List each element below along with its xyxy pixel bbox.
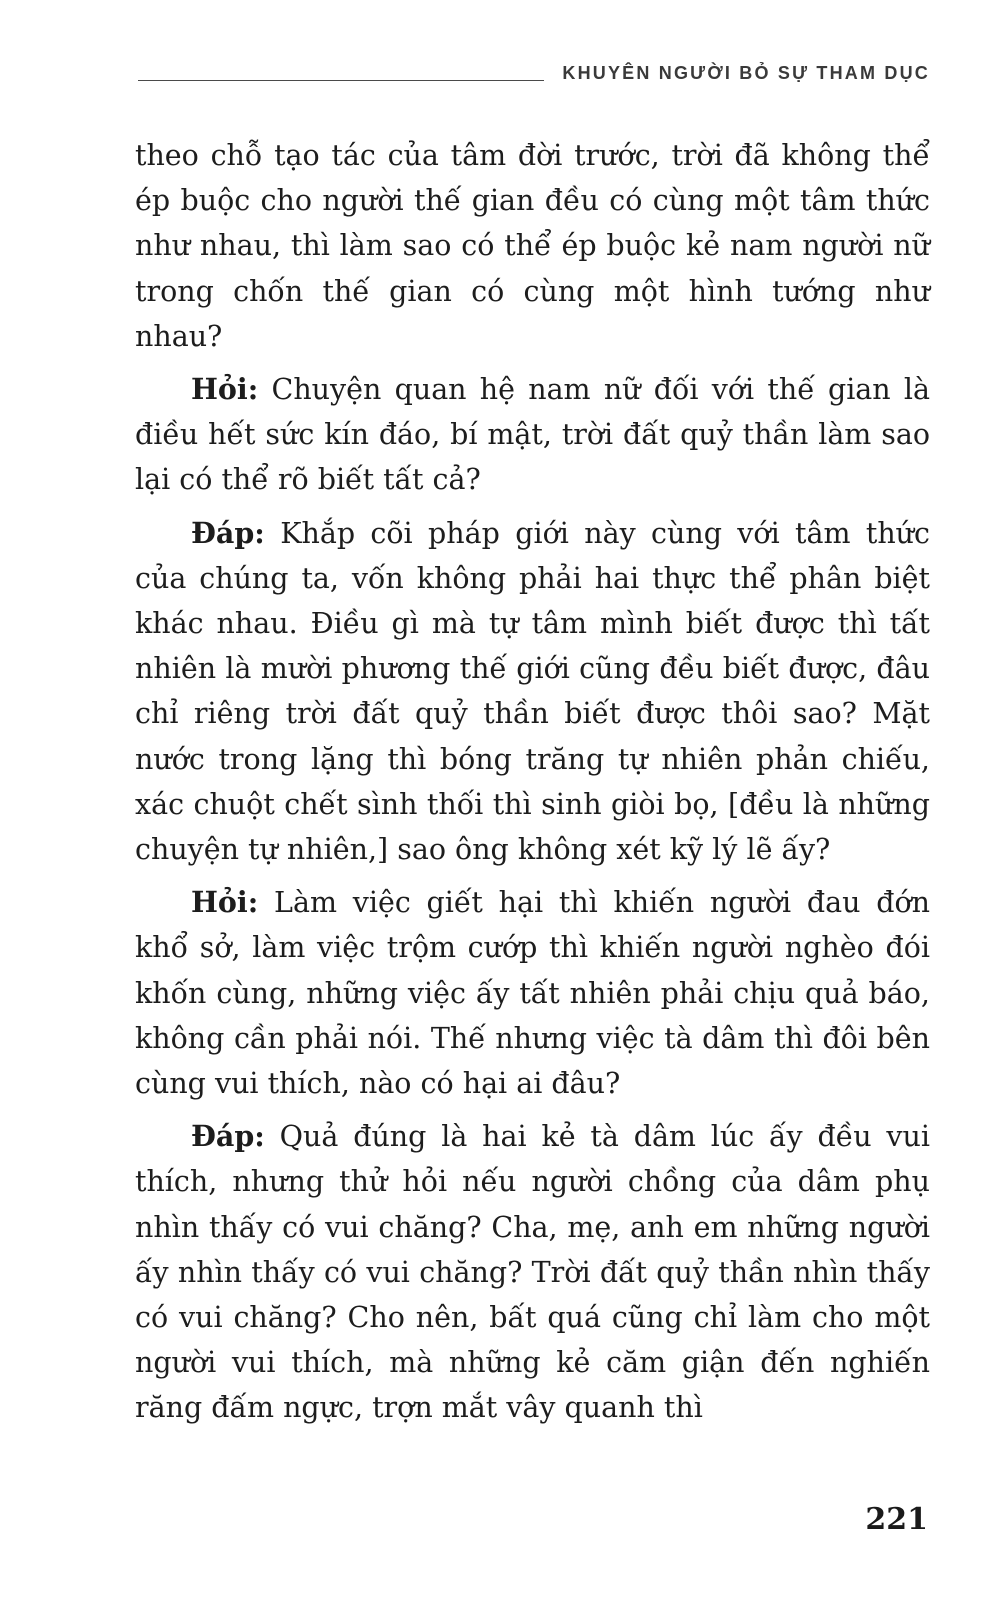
answer-label: Đáp:	[191, 1119, 265, 1154]
answer-label: Đáp:	[191, 515, 265, 550]
paragraph-question	[135, 880, 930, 1106]
paragraph-text: theo chỗ tạo tác của tâm đời trước, trời đã không thể ép buộc cho người thế gian đều có cùng một tâm thức như nhau, thì làm sao có thể ép buộc kẻ nam người nữ trong chốn thế gian có cùng một hình tướng như nhau?	[135, 139, 930, 353]
header-title: KHUYÊN NGƯỜI BỎ SỰ THAM DỤC	[562, 62, 930, 83]
question-label: Hỏi:	[191, 372, 259, 407]
page-number: 221	[865, 1502, 928, 1537]
paragraph-answer	[135, 1114, 930, 1430]
paragraph-text: Chuyện quan hệ nam nữ đối với thế gian là điều hết sức kín đáo, bí mật, trời đất quỷ thần làm sao lại có thể rõ biết tất cả?	[135, 373, 930, 497]
paragraph-text: Quả đúng là hai kẻ tà dâm lúc ấy đều vui thích, nhưng thử hỏi nếu người chồng của dâm phụ nhìn thấy có vui chăng? Cha, mẹ, anh em những người ấy nhìn thấy có vui chăng? Trời đất quỷ thần nhìn thấy có vui chăng? Cho nên, bất quá cũng chỉ làm cho một người vui thích, mà những kẻ căm giận đến nghiến răng đấm ngực, trợn mắt vây quanh thì	[135, 1120, 930, 1425]
paragraph-continuation	[135, 133, 930, 359]
paragraph-question	[135, 367, 930, 503]
paragraph-text: Khắp cõi pháp giới này cùng với tâm thức của chúng ta, vốn không phải hai thực thể phân biệt khác nhau. Điều gì mà tự tâm mình biết được thì tất nhiên là mười phương thế giới cũng đều biết được, đâu chỉ riêng trời đất quỷ thần biết được thôi sao? Mặt nước trong lặng thì bóng trăng tự nhiên phản chiếu, xác chuột chết sình thối thì sinh giòi bọ, [đều là những chuyện tự nhiên,] sao ông không xét kỹ lý lẽ ấy?	[135, 516, 930, 867]
header-rule	[138, 80, 544, 81]
running-header	[138, 58, 930, 88]
paragraph-text: Làm việc giết hại thì khiến người đau đớn khổ sở, làm việc trộm cướp thì khiến người nghèo đói khốn cùng, những việc ấy tất nhiên phải chịu quả báo, không cần phải nói. Thế nhưng việc tà dâm thì đôi bên cùng vui thích, nào có hại ai đâu?	[135, 886, 930, 1101]
page-body	[135, 133, 930, 1439]
question-label: Hỏi:	[191, 885, 259, 920]
paragraph-answer	[135, 511, 930, 873]
